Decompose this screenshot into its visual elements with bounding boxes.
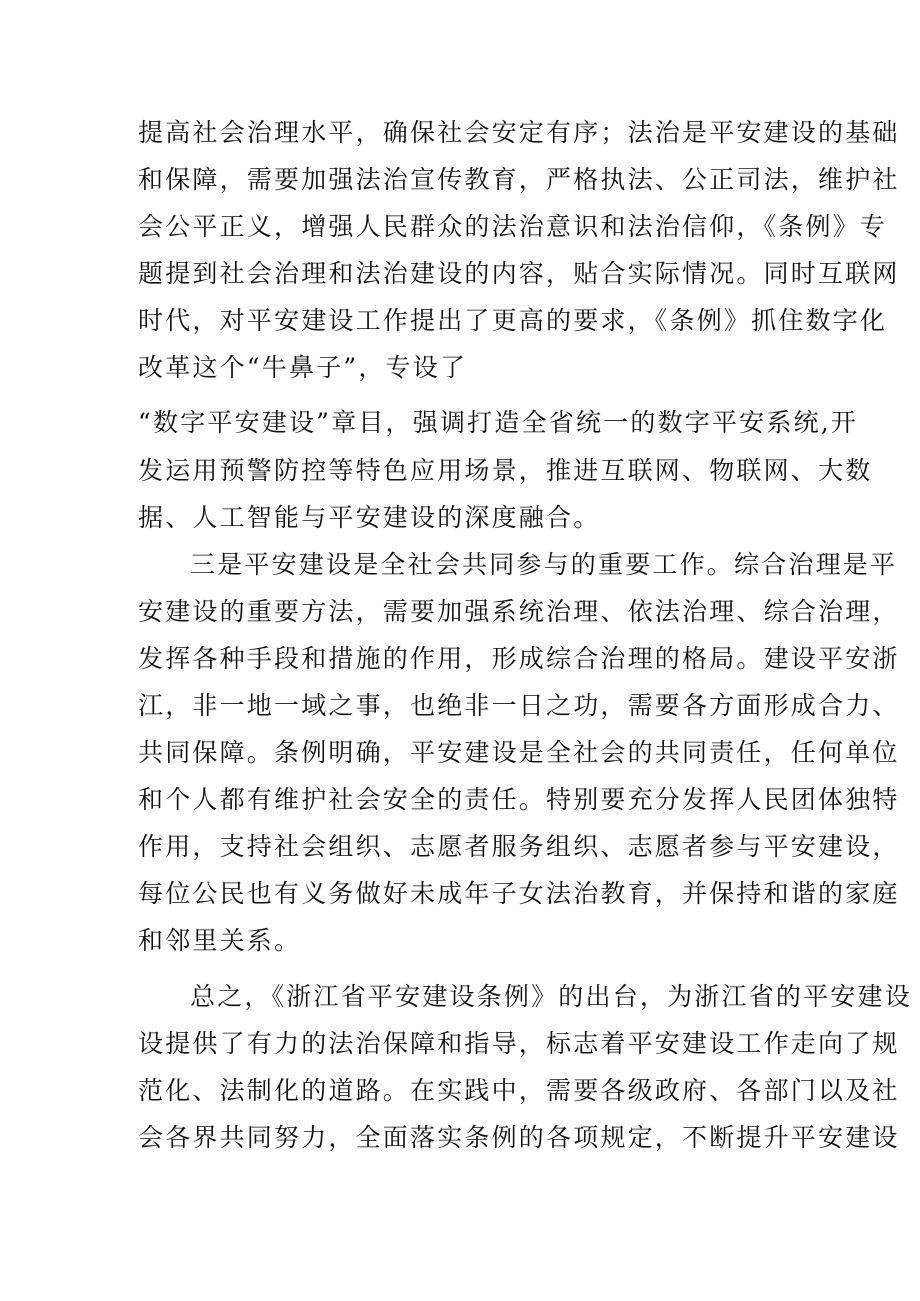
paragraph-line: 据、人工智能与平安建设的深度融合。	[138, 503, 601, 532]
paragraph-line: “数字平安建设”章目，强调打造全省统一的数字平安系统,开	[138, 408, 859, 437]
paragraph-line: 会各界共同努力，全面落实条例的各项规定，不断提升平安建设	[138, 1123, 900, 1152]
paragraph-line: 每位公民也有义务做好未成年子女法治教育，并保持和谐的家庭	[138, 879, 900, 908]
paragraph-line: 安建设的重要方法，需要加强系统治理、依法治理、综合治理，	[138, 597, 900, 626]
paragraph-line: 设提供了有力的法治保障和指导，标志着平安建设工作走向了规	[138, 1029, 900, 1058]
paragraph-line: 会公平正义，增强人民群众的法治意识和法治信仰，《条例》专	[138, 212, 888, 241]
paragraph-line: 题提到社会治理和法治建设的内容，贴合实际情况。同时互联网	[138, 259, 900, 288]
paragraph-line: 发挥各种手段和措施的作用，形成综合治理的格局。建设平安浙	[138, 644, 900, 673]
paragraph-line: 范化、法制化的道路。在实践中，需要各级政府、各部门以及社	[138, 1076, 900, 1105]
paragraph-line: 发运用预警防控等特色应用场景，推进互联网、物联网、大数	[138, 456, 873, 485]
paragraph-line: 作用，支持社会组织、志愿者服务组织、志愿者参与平安建设，	[138, 832, 900, 861]
paragraph-line: 提高社会治理水平，确保社会安定有序；法治是平安建设的基础	[138, 118, 900, 147]
paragraph-line: 时代，对平安建设工作提出了更高的要求，《条例》抓住数字化	[138, 306, 888, 335]
paragraph-line: 共同保障。条例明确，平安建设是全社会的共同责任，任何单位	[138, 738, 900, 767]
paragraph-line: 和保障，需要加强法治宣传教育，严格执法、公正司法，维护社	[138, 165, 900, 194]
paragraph-line: 改革这个“牛鼻子”，专设了	[138, 353, 468, 382]
paragraph-line: 三是平安建设是全社会共同参与的重要工作。综合治理是平	[190, 550, 898, 579]
paragraph-line: 和个人都有维护社会安全的责任。特别要充分发挥人民团体独特	[138, 785, 900, 814]
paragraph-line: 总之，《浙江省平安建设条例》的出台，为浙江省的平安建设	[190, 982, 912, 1011]
paragraph-line: 和邻里关系。	[138, 926, 302, 955]
paragraph-line: 江，非一地一域之事，也绝非一日之功，需要各方面形成合力、	[138, 691, 900, 720]
